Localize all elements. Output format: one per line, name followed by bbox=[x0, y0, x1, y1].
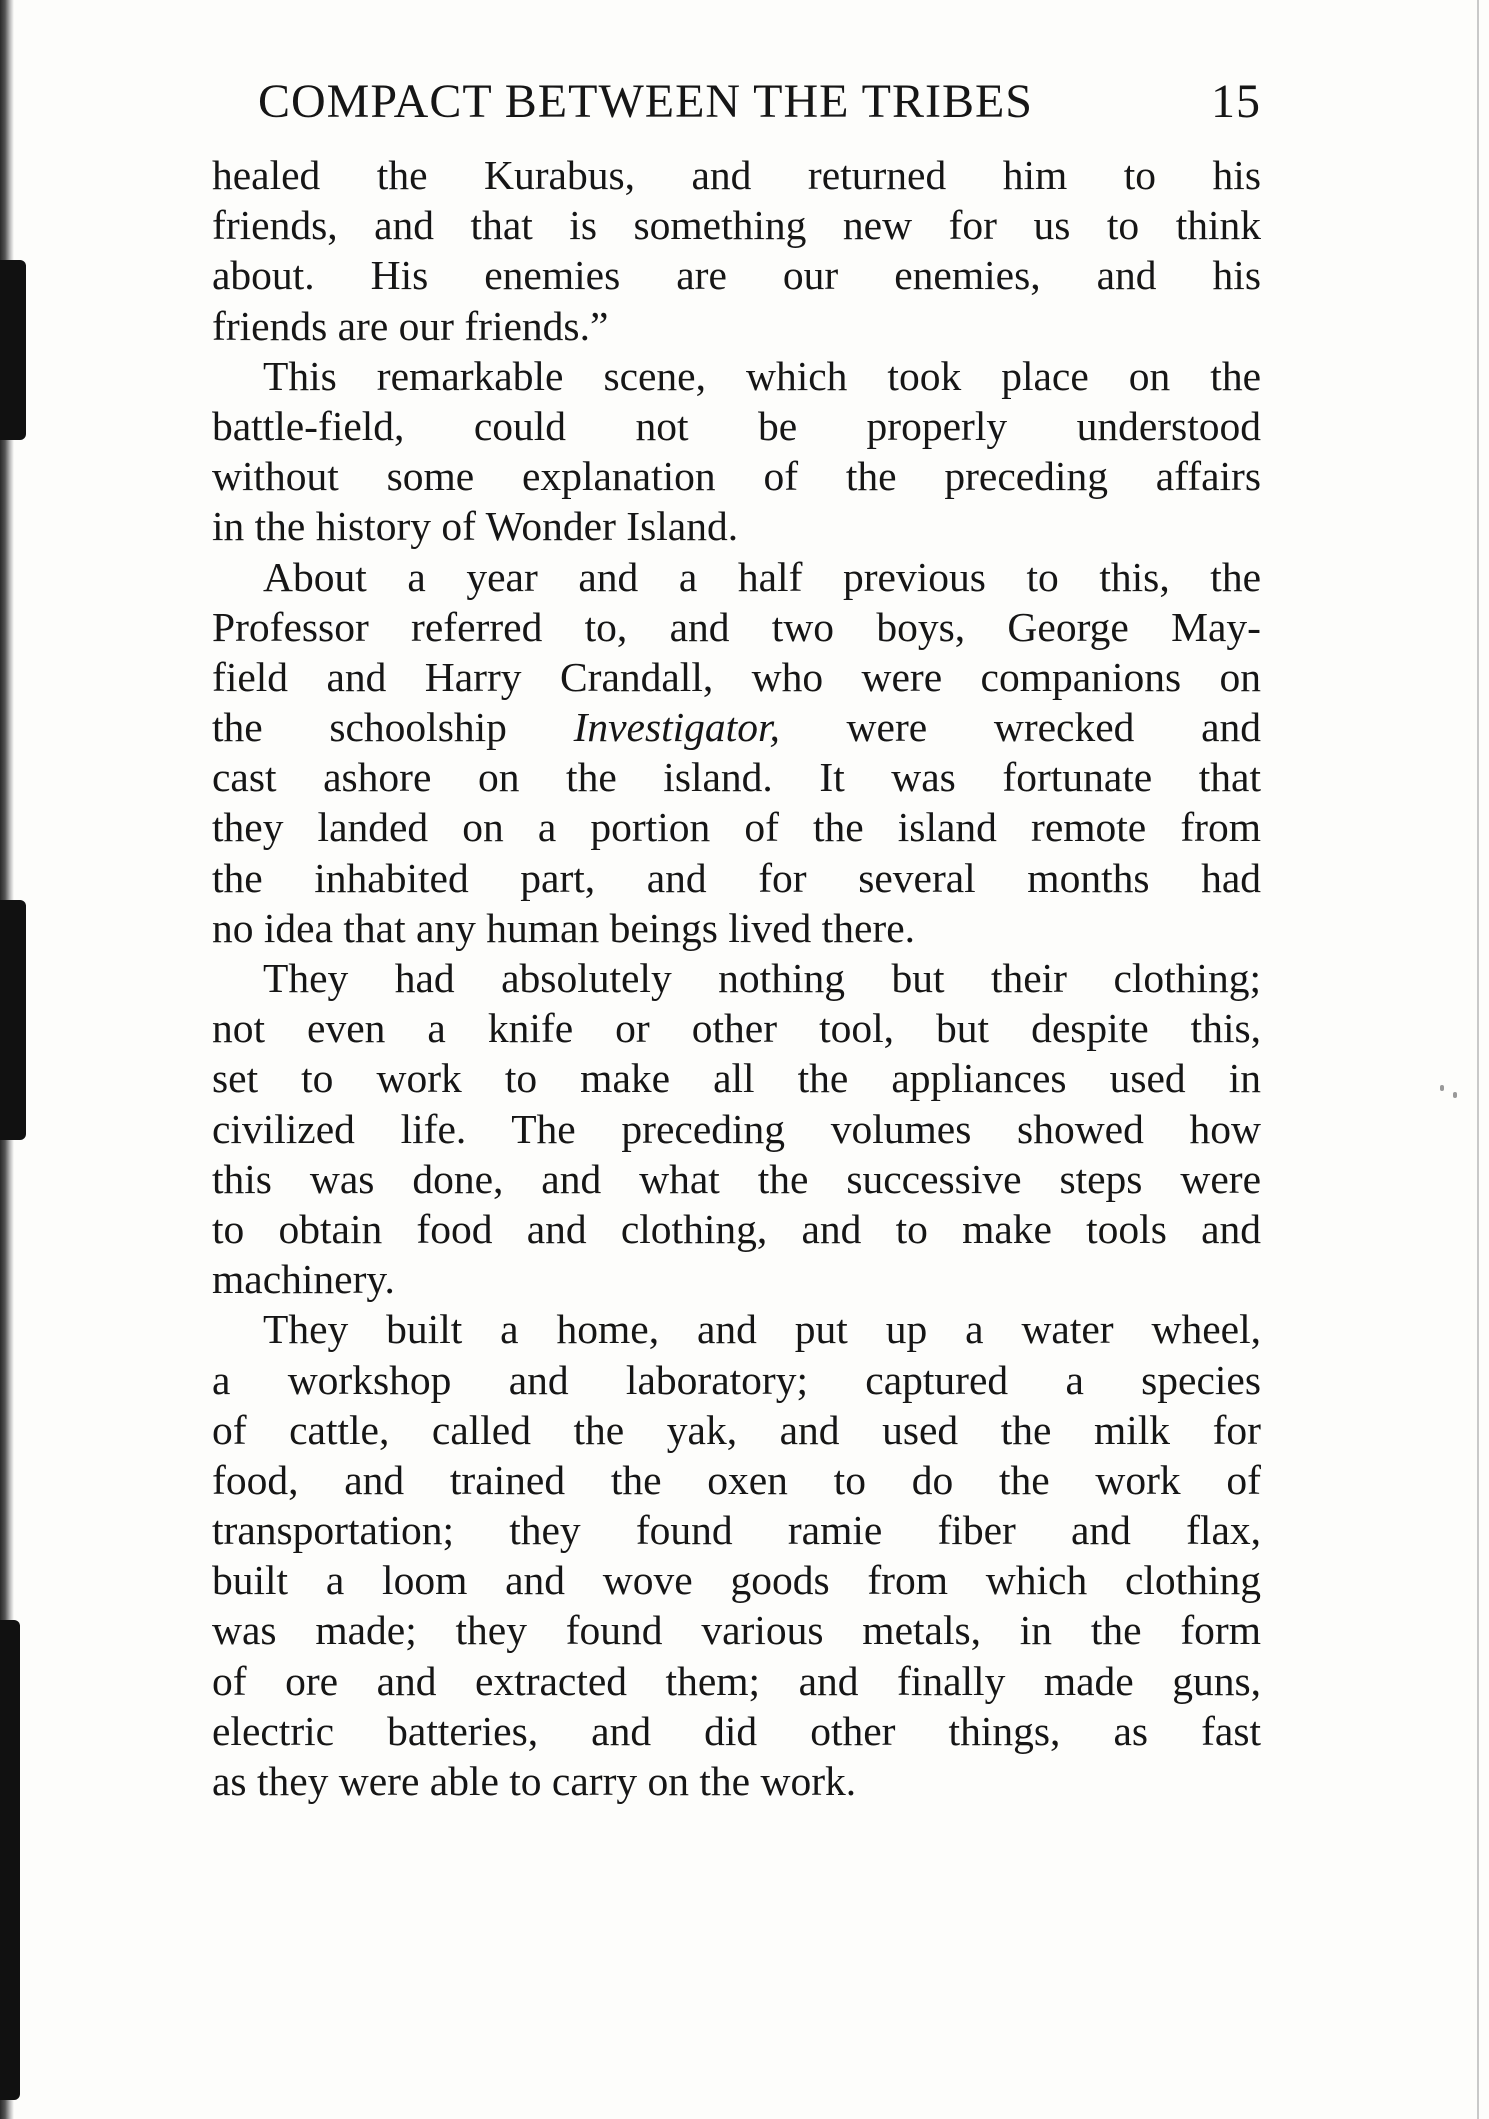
text-line: to obtain food and clothing, and to make tools and bbox=[212, 1205, 1261, 1252]
text-line: civilized life. The preceding volumes showed how bbox=[212, 1105, 1261, 1152]
text-line: without some explanation of the preceding affairs bbox=[212, 453, 1261, 500]
running-header bbox=[258, 72, 1261, 132]
text-line: a workshop and laboratory; captured a species bbox=[212, 1356, 1261, 1403]
text-line: battle-field, could not be properly understood bbox=[212, 402, 1261, 449]
text-line: as they were able to carry on the work. bbox=[212, 1758, 857, 1804]
text-line bbox=[212, 702, 1261, 752]
text-line: of cattle, called the yak, and used the milk for bbox=[212, 1406, 1261, 1453]
text-line: They built a home, and put up a water wheel, bbox=[263, 1306, 1261, 1353]
text-line: Professor referred to, and two boys, George May- bbox=[212, 603, 1261, 650]
italic-ship-name: Investigator, bbox=[573, 704, 780, 751]
text-line: transportation; they found ramie fiber and flax, bbox=[212, 1507, 1261, 1554]
text-line: they landed on a portion of the island remote from bbox=[212, 804, 1261, 851]
text-line: electric batteries, and did other things, as fast bbox=[212, 1707, 1261, 1754]
scan-speck bbox=[1440, 1085, 1444, 1091]
text-line: was made; they found various metals, in the form bbox=[212, 1607, 1261, 1654]
body-text bbox=[212, 150, 1261, 1806]
scan-speck bbox=[1453, 1092, 1457, 1098]
text-line: built a loom and wove goods from which clothing bbox=[212, 1557, 1261, 1604]
text-line: machinery. bbox=[212, 1256, 395, 1303]
text-line: field and Harry Crandall, who were companions on bbox=[212, 653, 1261, 700]
text-line: not even a knife or other tool, but despite this, bbox=[212, 1005, 1261, 1052]
text-line: healed the Kurabus, and returned him to his bbox=[212, 152, 1261, 198]
page-number: 15 bbox=[1211, 75, 1261, 128]
text-line: friends are our friends.” bbox=[212, 302, 609, 349]
paragraph bbox=[212, 150, 1261, 351]
paragraph bbox=[212, 1304, 1261, 1806]
text-line: friends, and that is something new for us to think bbox=[212, 202, 1261, 249]
text-line: no idea that any human beings lived there. bbox=[212, 904, 915, 951]
text-run: were wrecked and bbox=[779, 704, 1261, 751]
paragraph bbox=[212, 351, 1261, 552]
paragraph bbox=[212, 552, 1261, 954]
text-line: cast ashore on the island. It was fortunate that bbox=[212, 754, 1261, 801]
text-line: food, and trained the oxen to do the work of bbox=[212, 1456, 1261, 1503]
running-title: COMPACT BETWEEN THE TRIBES bbox=[258, 75, 1033, 128]
text-line: They had absolutely nothing but their clothing; bbox=[263, 955, 1261, 1001]
page-edge-right bbox=[1477, 0, 1479, 2119]
text-line: of ore and extracted them; and finally made guns, bbox=[212, 1657, 1261, 1704]
text-line: this was done, and what the successive steps were bbox=[212, 1155, 1261, 1202]
text-line: About a year and a half previous to this, the bbox=[263, 553, 1261, 600]
binding-mark bbox=[0, 900, 26, 1140]
text-line: set to work to make all the appliances used in bbox=[212, 1055, 1261, 1102]
text-line: the inhabited part, and for several months had bbox=[212, 854, 1261, 901]
paragraph bbox=[212, 953, 1261, 1304]
text-line: in the history of Wonder Island. bbox=[212, 503, 739, 550]
text-run: the schoolship bbox=[212, 704, 574, 751]
binding-mark bbox=[0, 260, 26, 440]
text-line: This remarkable scene, which took place on the bbox=[263, 352, 1261, 399]
binding-mark bbox=[0, 1620, 20, 2100]
text-line: about. His enemies are our enemies, and his bbox=[212, 252, 1261, 299]
